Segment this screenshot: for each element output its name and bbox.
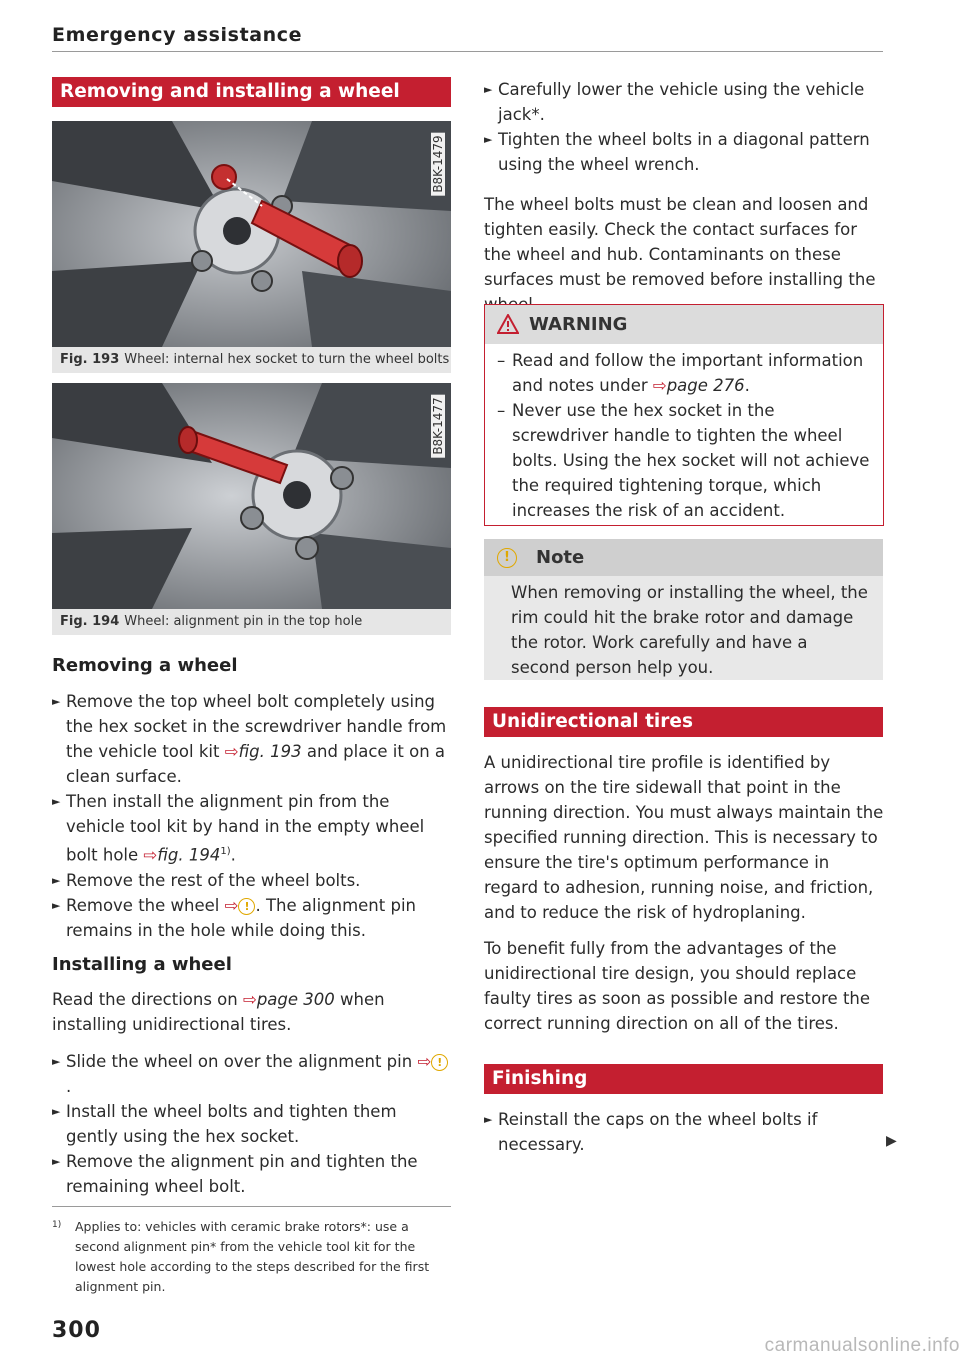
figure-194-code: B8K-1477 (429, 389, 447, 463)
xref-fig-193[interactable]: ⇨fig. 193 (224, 742, 302, 761)
lowering-steps (484, 77, 884, 177)
notice-icon[interactable]: ! (431, 1054, 448, 1071)
page-header-title: Emergency assistance (52, 24, 303, 46)
warning-list (485, 348, 875, 523)
xref-arrow-icon: ⇨ (224, 742, 239, 761)
removing-wheel-heading: Removing a wheel (52, 655, 238, 676)
notice-icon: ! (497, 548, 517, 568)
xref-arrow-icon[interactable]: ⇨ (224, 895, 239, 915)
xref-fig-194[interactable]: ⇨fig. 194 (143, 845, 221, 865)
unidirectional-para-1: A unidirectional tire profile is identified by arrows on the tire sidewall that point in the running direction. You must always maintain the specified running direction. This is necessary to ensure the tire's optimum performance in regard to adhesion, running noise, and friction, and to reduce the risk of hydroplaning. (484, 753, 884, 922)
installing-wheel-steps (52, 1049, 452, 1199)
note-text: When removing or installing the wheel, the rim could hit the brake rotor and damage the rotor. Work carefully and have a second person help you. (511, 583, 868, 677)
warning-box (484, 304, 884, 526)
list-item: ► Tighten the wheel bolts in a diagonal pattern using the wheel wrench. (484, 127, 884, 177)
list-item: ► Remove the top wheel bolt completely using the hex socket in the screwdriver handle from the vehicle tool kit ⇨fig. 193 and place it on a clean surface. (52, 689, 452, 789)
xref-arrow-icon: ⇨ (652, 376, 667, 395)
list-item: – Never use the hex socket in the screwdriver handle to tighten the wheel bolts. Using the hex socket will not achieve the required tightening torque, which increases the risk of an accident. (485, 398, 875, 523)
continue-arrow-icon: ▶ (886, 1133, 897, 1149)
list-item: ► Then install the alignment pin from the vehicle tool kit by hand in the empty wheel bolt hole ⇨fig. 194$^{1)}$. (52, 789, 452, 868)
section-title-unidirectional: Unidirectional tires (484, 707, 883, 737)
figure-193-image (52, 121, 451, 347)
warning-triangle-icon (497, 314, 519, 334)
figure-194-image (52, 383, 451, 609)
note-header (484, 539, 883, 576)
note-title: Note (536, 547, 585, 568)
header-rule (52, 51, 883, 52)
figure-193-caption: Fig. 193 Wheel: internal hex socket to turn the wheel bolts (52, 347, 451, 373)
xref-arrow-icon[interactable]: ⇨ (417, 1052, 432, 1071)
removing-wheel-steps (52, 689, 452, 943)
footnote-rule (52, 1206, 451, 1207)
installing-intro: Read the directions on ⇨page 300 when installing unidirectional tires. (52, 990, 385, 1034)
footnote-marker: 1) (220, 846, 231, 857)
list-item: – Read and follow the important information and notes under ⇨page 276. (485, 348, 875, 398)
warning-header (485, 305, 883, 344)
list-item: ► Remove the alignment pin and tighten the remaining wheel bolt. (52, 1149, 452, 1199)
unidirectional-para-2: To benefit fully from the advantages of the unidirectional tire design, you should replace faulty tires as soon as possible and restore the correct running direction on all of the tires. (484, 939, 871, 1033)
list-item: ► Remove the rest of the wheel bolts. (52, 868, 452, 893)
watermark: carmanualsonline.info (764, 1335, 960, 1356)
list-item: ► Remove the wheel ⇨ ! . The alignment pin remains in the hole while doing this. (52, 893, 452, 943)
xref-arrow-icon: ⇨ (242, 990, 257, 1009)
xref-page-276[interactable]: ⇨page 276 (652, 376, 745, 395)
wheel-hex-socket-illustration (52, 121, 451, 347)
bolts-paragraph: The wheel bolts must be clean and loosen and tighten easily. Check the contact surfaces for the wheel and hub. Contaminants on these surfaces must be removed before installing the (484, 195, 876, 289)
figure-193-code: B8K-1479 (429, 127, 447, 201)
footnote-mark: 1) (52, 1220, 62, 1230)
section-title-removing-installing: Removing and installing a wheel (52, 77, 451, 107)
list-item: ► Slide the wheel on over the alignment pin ⇨ !. (52, 1049, 452, 1099)
figure-194-caption: Fig. 194 Wheel: alignment pin in the top hole (52, 609, 451, 635)
xref-page-300[interactable]: ⇨page 300 (242, 990, 335, 1009)
xref-arrow-icon: ⇨ (143, 845, 158, 865)
warning-title: WARNING (529, 314, 628, 335)
footnote-text: Applies to: vehicles with ceramic brake rotors*: use a second alignment pin* from the vehicle tool kit for the lowest hole according to the steps described for the first alignment pin. (75, 1219, 430, 1294)
list-item: ► Reinstall the caps on the wheel bolts if necessary. (484, 1107, 884, 1157)
installing-wheel-heading: Installing a wheel (52, 954, 232, 975)
notice-icon[interactable]: ! (238, 898, 255, 915)
note-box (484, 539, 883, 680)
wheel-alignment-pin-illustration (52, 383, 451, 609)
list-item: ► Install the wheel bolts and tighten them gently using the hex socket. (52, 1099, 452, 1149)
section-title-finishing: Finishing (484, 1064, 883, 1094)
finishing-steps (484, 1107, 884, 1157)
page-number: 300 (52, 1318, 101, 1343)
footnote (52, 1217, 452, 1297)
list-item: ► Carefully lower the vehicle using the vehicle jack*. (484, 77, 884, 127)
